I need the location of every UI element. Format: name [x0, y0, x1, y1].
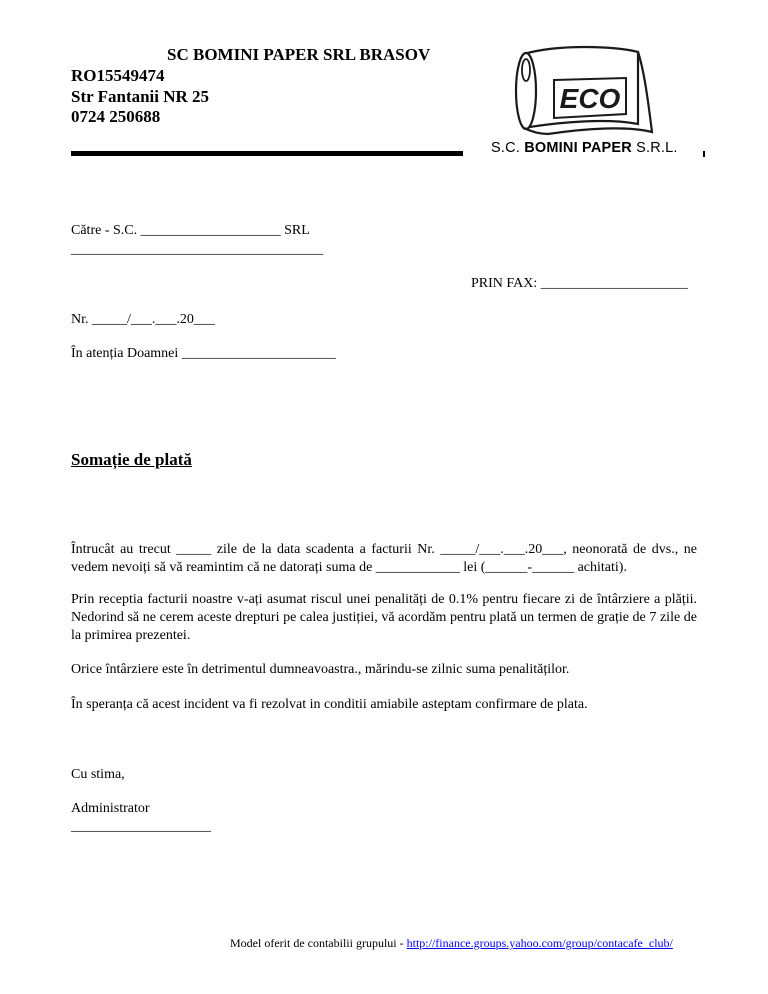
logo-caption-suffix: S.R.L. [631, 140, 678, 156]
company-cui: RO15549474 [71, 66, 165, 85]
footer-text: Model oferit de contabilii grupului - [230, 936, 407, 950]
paragraph-3: Orice întârziere este în detrimentul dumneavoastra., mărindu-se zilnic suma penalităților. [71, 662, 570, 677]
logo-caption-prefix: S.C. [491, 140, 525, 156]
paper-roll-icon [488, 40, 708, 140]
closing-greeting: Cu stima, [71, 767, 125, 782]
page-title: Somație de plată [71, 450, 192, 469]
recipient-catre: Către - S.C. ____________________ SRL [71, 223, 310, 238]
recipient-line2: ____________________________________ [71, 242, 323, 257]
closing-role: Administrator [71, 801, 150, 816]
paragraph-2: Prin receptia facturii noastre v-ați asumat riscul unei penalități de 0.1% pentru fiecare zi de întârziere a plății. Nedorind să ne cerem aceste drepturi pe calea justiției, vă acordăm pentru plată un termen de grație de 7 zile de la primirea prezentei. [71, 592, 697, 643]
document-number: Nr. _____/___.___.20___ [71, 312, 215, 327]
company-address: Str Fantanii NR 25 [71, 87, 210, 106]
logo-caption [491, 140, 678, 156]
company-phone: 0724 250688 [71, 107, 161, 126]
logo-badge-text: ECO [559, 83, 621, 114]
company-logo [488, 40, 708, 165]
prin-fax: PRIN FAX: _____________________ [471, 276, 688, 291]
company-name: SC BOMINI PAPER SRL BRASOV [167, 45, 431, 64]
footer-link[interactable]: http://finance.groups.yahoo.com/group/contacafe_club/ [406, 936, 673, 950]
header-divider [71, 151, 463, 156]
attention-line: În atenția Doamnei ______________________ [71, 346, 336, 361]
footer [230, 936, 673, 951]
logo-caption-bold: BOMINI PAPER [524, 140, 632, 156]
paragraph-4: În speranța că acest incident va fi rezolvat in conditii amiabile asteptam confirmare de plata. [71, 697, 588, 712]
signature-line: ____________________ [71, 819, 211, 834]
paragraph-1: Întrucât au trecut _____ zile de la data scadenta a facturii Nr. _____/___.___.20___, neonorată de dvs., ne vedem nevoiți să vă reamintim că ne datorați suma de ____________ lei (______-______ achitati). [71, 542, 697, 575]
